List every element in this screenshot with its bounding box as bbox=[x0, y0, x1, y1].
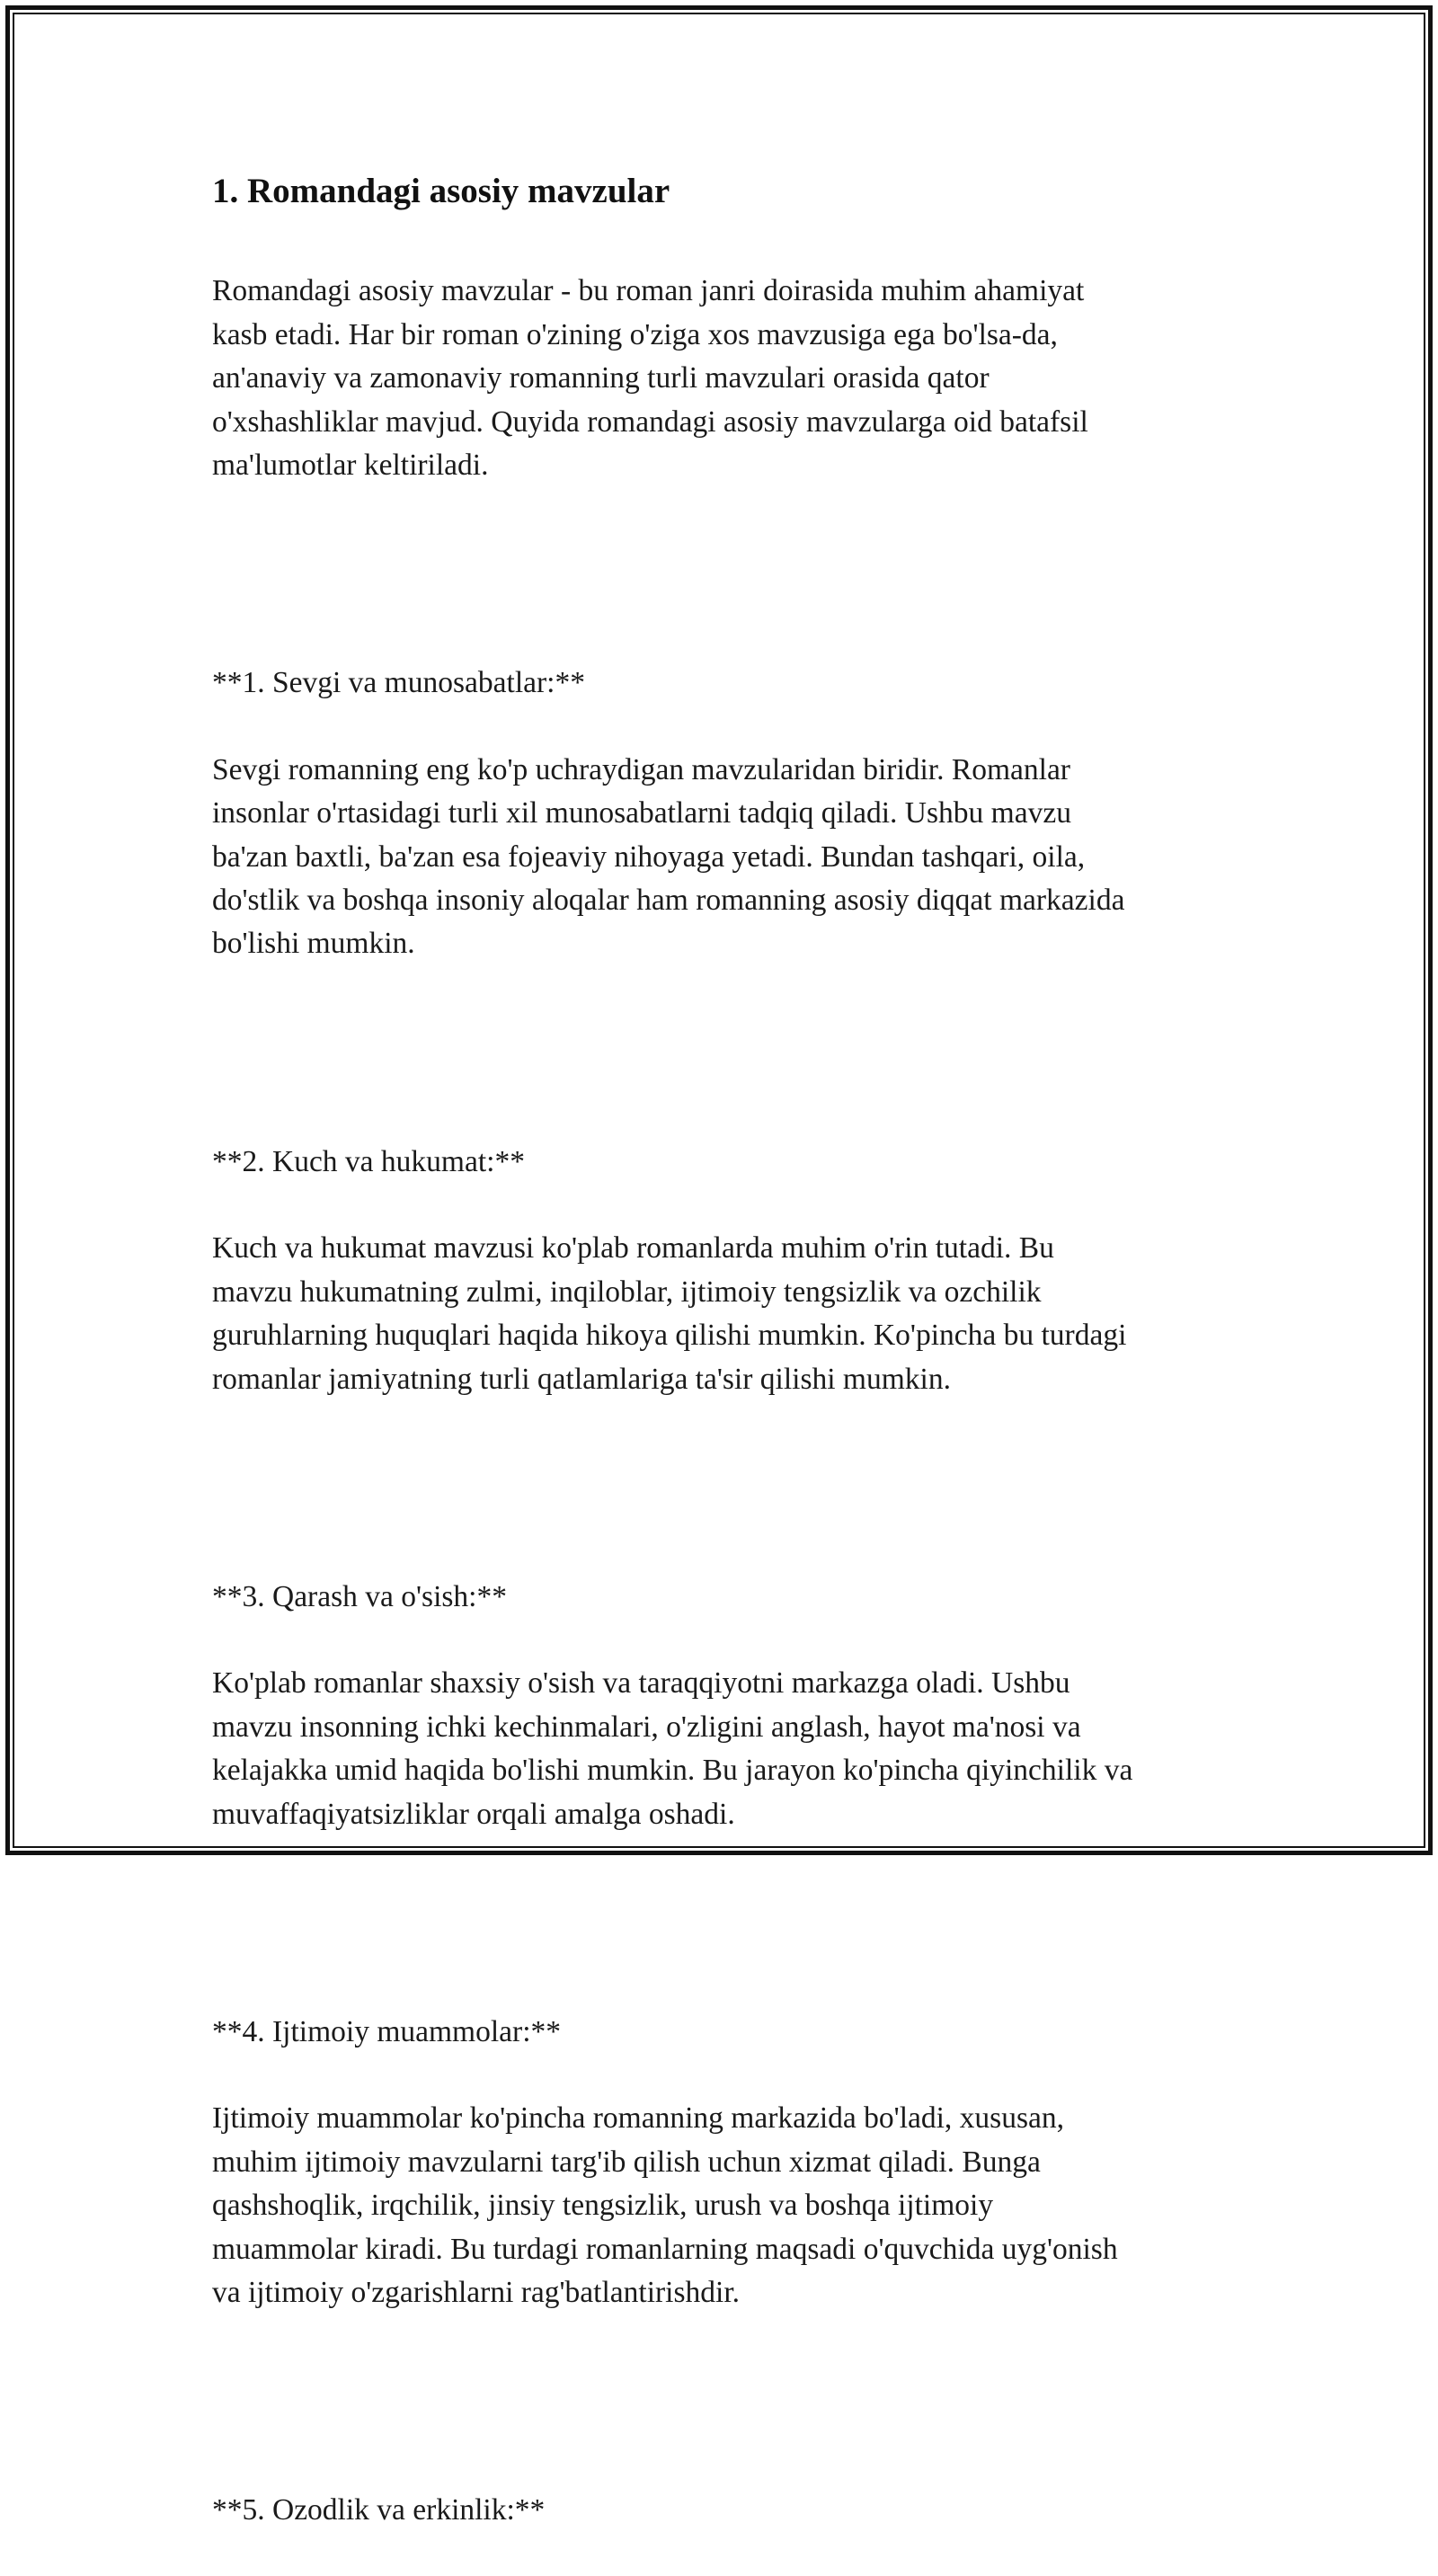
paragraph-spacer bbox=[212, 2358, 1228, 2402]
paragraph-spacer bbox=[212, 1444, 1228, 1488]
document-body bbox=[212, 227, 1228, 2576]
paragraph-spacer bbox=[212, 1009, 1228, 1053]
paragraph-spacer bbox=[212, 531, 1228, 574]
section-1-text: Sevgi romanning eng ko'p uchraydigan mavzularidan biridir. Romanlar insonlar o'rtasidagi turli xil munosabatlarni tadqiq qiladi. Ushbu mavzu ba'zan baxtli, ba'zan esa fojeaviy nihoyaga yetadi. Bundan tashqari, oila, do'stlik va boshqa insoniy aloqalar ham romanning asosiy diqqat markazida bo'lishi mumkin. bbox=[212, 752, 1125, 961]
page-title: 1. Romandagi asosiy mavzular bbox=[212, 172, 670, 210]
section-2-text: Kuch va hukumat mavzusi ko'plab romanlarda muhim o'rin tutadi. Bu mavzu hukumatning zulmi, inqiloblar, ijtimoiy tengsizlik va ozchilik guruhlarning huquqlari haqida hikoya qilishi mumkin. Ko'pincha bu turdagi romanlar jamiyatning turli qatlamlariga ta'sir qilishi mumkin. bbox=[212, 1231, 1127, 1396]
section-2-title: **2. Kuch va hukumat:** bbox=[212, 1144, 525, 1178]
document-content bbox=[212, 167, 1228, 2576]
paragraph-spacer bbox=[212, 1879, 1228, 1923]
section-4-text: Ijtimoiy muammolar ko'pincha romanning markazida bo'ladi, xususan, muhim ijtimoiy mavzularni targ'ib qilish uchun xizmat qiladi. Bunga qashshoqlik, irqchilik, jinsiy tengsizlik, urush va boshqa ijtimoiy muammolar kiradi. Bu turdagi romanlarning maqsadi o'quvchida uyg'onish va ijtimoiy o'zgarishlarni rag'batlantirishdir. bbox=[212, 2101, 1118, 2310]
intro-paragraph: Romandagi asosiy mavzular - bu roman janri doirasida muhim ahamiyat kasb etadi. Har bir roman o'zining o'ziga xos mavzusiga ega bo'lsa-da, an'anaviy va zamonaviy romanning turli mavzulari orasida qator o'xshashliklar mavjud. Quyida romandagi asosiy mavzularga oid batafsil ma'lumotlar keltiriladi. bbox=[212, 274, 1088, 483]
section-5-title: **5. Ozodlik va erkinlik:** bbox=[212, 2493, 546, 2527]
section-4-title: **4. Ijtimoiy muammolar:** bbox=[212, 2014, 561, 2048]
section-3-text: Ko'plab romanlar shaxsiy o'sish va taraqqiyotni markazga oladi. Ushbu mavzu insonning ichki kechinmalari, o'zligini anglash, hayot ma'nosi va kelajakka umid haqida bo'lishi mumkin. Bu jarayon ko'pincha qiyinchilik va muvaffaqiyatsizliklar orqali amalga oshadi. bbox=[212, 1666, 1133, 1831]
section-3-title: **3. Qarash va o'sish:** bbox=[212, 1579, 507, 1613]
section-1-title: **1. Sevgi va munosabatlar:** bbox=[212, 666, 585, 700]
